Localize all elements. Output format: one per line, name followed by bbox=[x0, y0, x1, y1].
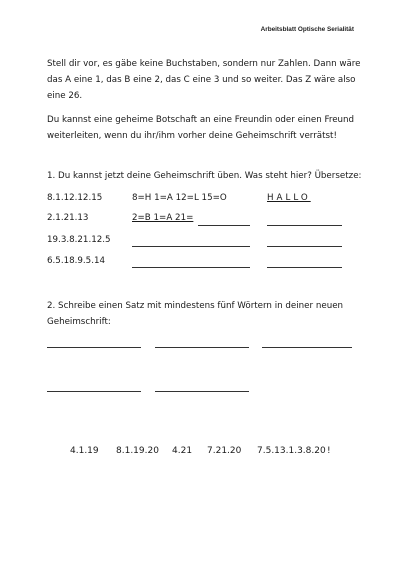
hint-2-blank[interactable] bbox=[198, 225, 250, 226]
secret-word-5: 7.5.13.1.3.8.20 bbox=[257, 446, 326, 456]
translation-row-1 bbox=[47, 193, 367, 206]
secret-word-6: ! bbox=[327, 446, 331, 456]
writing-line-1[interactable] bbox=[47, 347, 141, 348]
writing-line-3[interactable] bbox=[262, 347, 352, 348]
writing-line-2[interactable] bbox=[155, 347, 249, 348]
answer-2-line[interactable] bbox=[267, 225, 342, 226]
hint-3-line[interactable] bbox=[132, 246, 250, 247]
secret-word-2: 8.1.19.20 bbox=[116, 446, 159, 456]
hint-4-line[interactable] bbox=[132, 267, 250, 268]
secret-word-3: 4.21 bbox=[172, 446, 193, 456]
code-2: 2.1.21.13 bbox=[47, 213, 89, 223]
task-1-prompt: 1. Du kannst jetzt deine Geheimschrift üben. Was steht hier? Übersetze: bbox=[47, 171, 362, 181]
answer-4-line[interactable] bbox=[267, 267, 342, 268]
writing-line-5[interactable] bbox=[155, 391, 249, 392]
answer-3-line[interactable] bbox=[267, 246, 342, 247]
intro-paragraph-1: Stell dir vor, es gäbe keine Buchstaben, sondern nur Zahlen. Dann wäre das A eine 1, das B eine 2, das C eine 3 und so weiter. Das Z wäre also eine 26. bbox=[47, 59, 361, 101]
hint-1: 8=H 1=A 12=L 15=O bbox=[132, 193, 227, 203]
worksheet-title: Arbeitsblatt Optische Serialität bbox=[260, 26, 354, 33]
hint-2: 2=B 1=A 21= bbox=[132, 213, 194, 223]
task-2-prompt: 2. Schreibe einen Satz mit mindestens fünf Wörtern in deiner neuen Geheimschrift: bbox=[47, 301, 344, 327]
code-3: 19.3.8.21.12.5 bbox=[47, 235, 111, 245]
code-4: 6.5.18.9.5.14 bbox=[47, 256, 106, 266]
secret-word-1: 4.1.19 bbox=[70, 446, 99, 456]
code-1: 8.1.12.12.15 bbox=[47, 193, 103, 203]
answer-1: HALLO bbox=[267, 193, 311, 203]
writing-line-4[interactable] bbox=[47, 391, 141, 392]
secret-word-4: 7.21.20 bbox=[207, 446, 242, 456]
intro-paragraph-2: Du kannst eine geheime Botschaft an eine Freundin oder einen Freund weiterleiten, wenn du ihr/ihm vorher deine Geheimschrift verrätst! bbox=[47, 115, 355, 141]
